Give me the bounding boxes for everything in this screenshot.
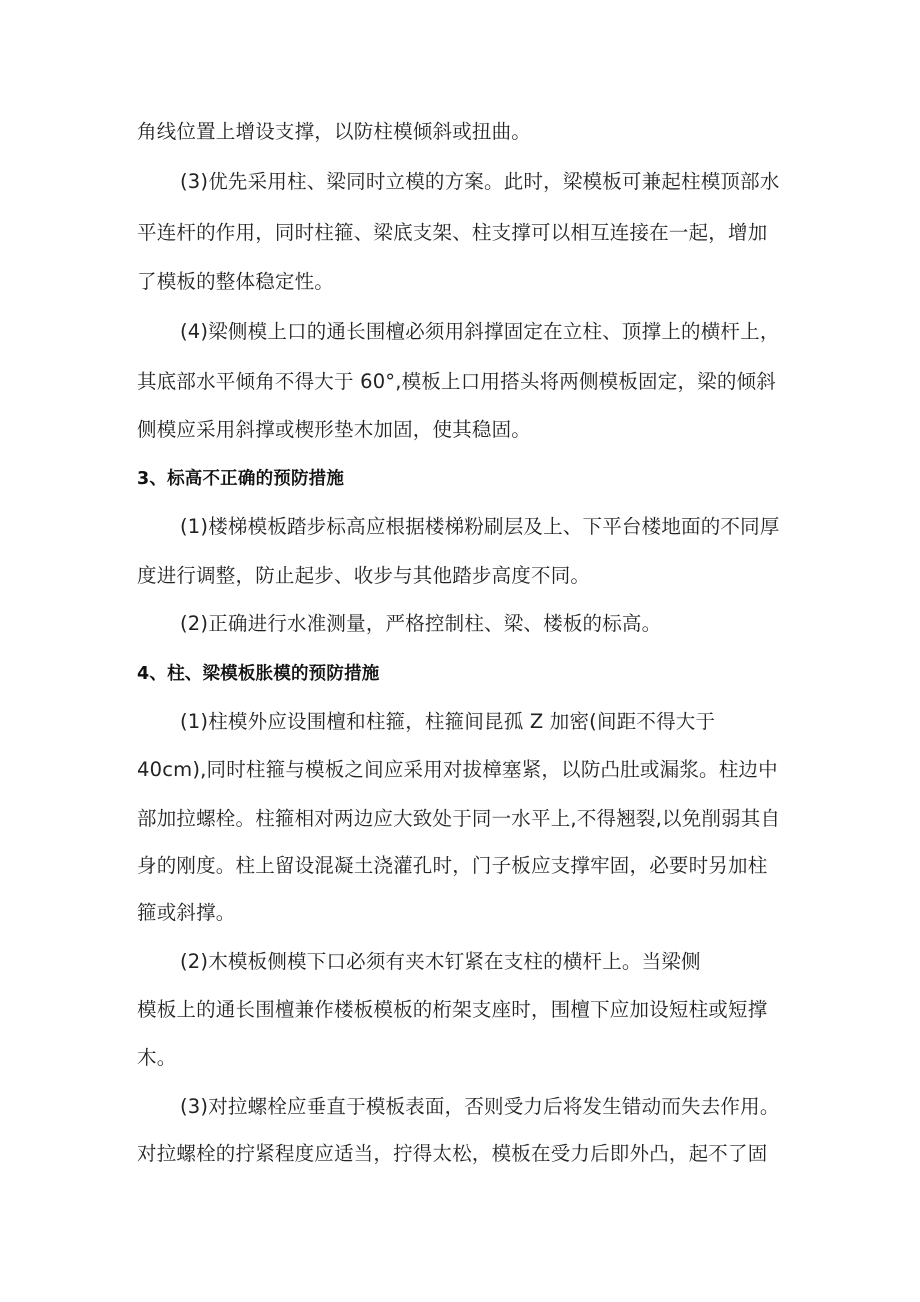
paragraph-line: (1)楼梯模板踏步标高应根据楼梯粉刷层及上、下平台楼地面的不同厚: [180, 515, 780, 538]
paragraph-line: (3)优先采用柱、梁同时立模的方案。此时，梁模板可兼起柱模顶部水: [180, 170, 780, 193]
paragraph-line: (2)木模板侧模下口必须有夹木钉紧在支柱的横杆上。当梁侧: [180, 950, 701, 973]
paragraph-line: 部加拉螺栓。柱箍相对两边应大致处于同一水平上,不得翘裂,以免削弱其自: [137, 807, 781, 830]
section-heading: 4、柱、梁模板胀模的预防措施: [137, 664, 380, 684]
paragraph-line: (1)柱模外应设围檀和柱箍，柱箍间昆孤 Z 加密(间距不得大于: [180, 710, 716, 733]
paragraph-line: 了模板的整体稳定性。: [137, 270, 335, 293]
paragraph-line: 度进行调整，防止起步、收步与其他踏步高度不同。: [137, 564, 591, 587]
paragraph-line: (3)对拉螺栓应垂直于模板表面，否则受力后将发生错动而失去作用。: [180, 1095, 780, 1118]
paragraph-line: 身的刚度。柱上留设混凝土浇灌孔时，门子板应支撑牢固，必要时另加柱: [137, 854, 768, 877]
paragraph-line: 40cm),同时柱箍与模板之间应采用对拔樟塞紧，以防凸肚或漏浆。柱边中: [137, 758, 778, 781]
paragraph-line: 箍或斜撑。: [137, 901, 236, 924]
paragraph-line: 模板上的通长围檀兼作楼板模板的桁架支座时，围檀下应加设短柱或短撑: [137, 998, 768, 1021]
section-heading: 3、标高不正确的预防措施: [137, 469, 345, 489]
paragraph-line: 其底部水平倾角不得大于 60°,模板上口用搭头将两侧模板固定，梁的倾斜: [137, 370, 776, 393]
paragraph-line: 木。: [137, 1046, 177, 1069]
paragraph-line: (2)正确进行水准测量，严格控制柱、梁、楼板的标高。: [180, 612, 662, 635]
paragraph-line: 平连杆的作用，同时柱箍、梁底支架、柱支撑可以相互连接在一起，增加: [137, 221, 768, 244]
paragraph-line: 对拉螺栓的拧紧程度应适当，拧得太松，模板在受力后即外凸，起不了固: [137, 1142, 768, 1165]
paragraph-line: 侧模应采用斜撑或楔形垫木加固，使其稳固。: [137, 418, 532, 441]
paragraph-line: (4)梁侧模上口的通长围檀必须用斜撑固定在立柱、顶撑上的横杆上，: [180, 320, 780, 343]
paragraph-line: 角线位置上增设支撑，以防柱模倾斜或扭曲。: [137, 120, 532, 143]
